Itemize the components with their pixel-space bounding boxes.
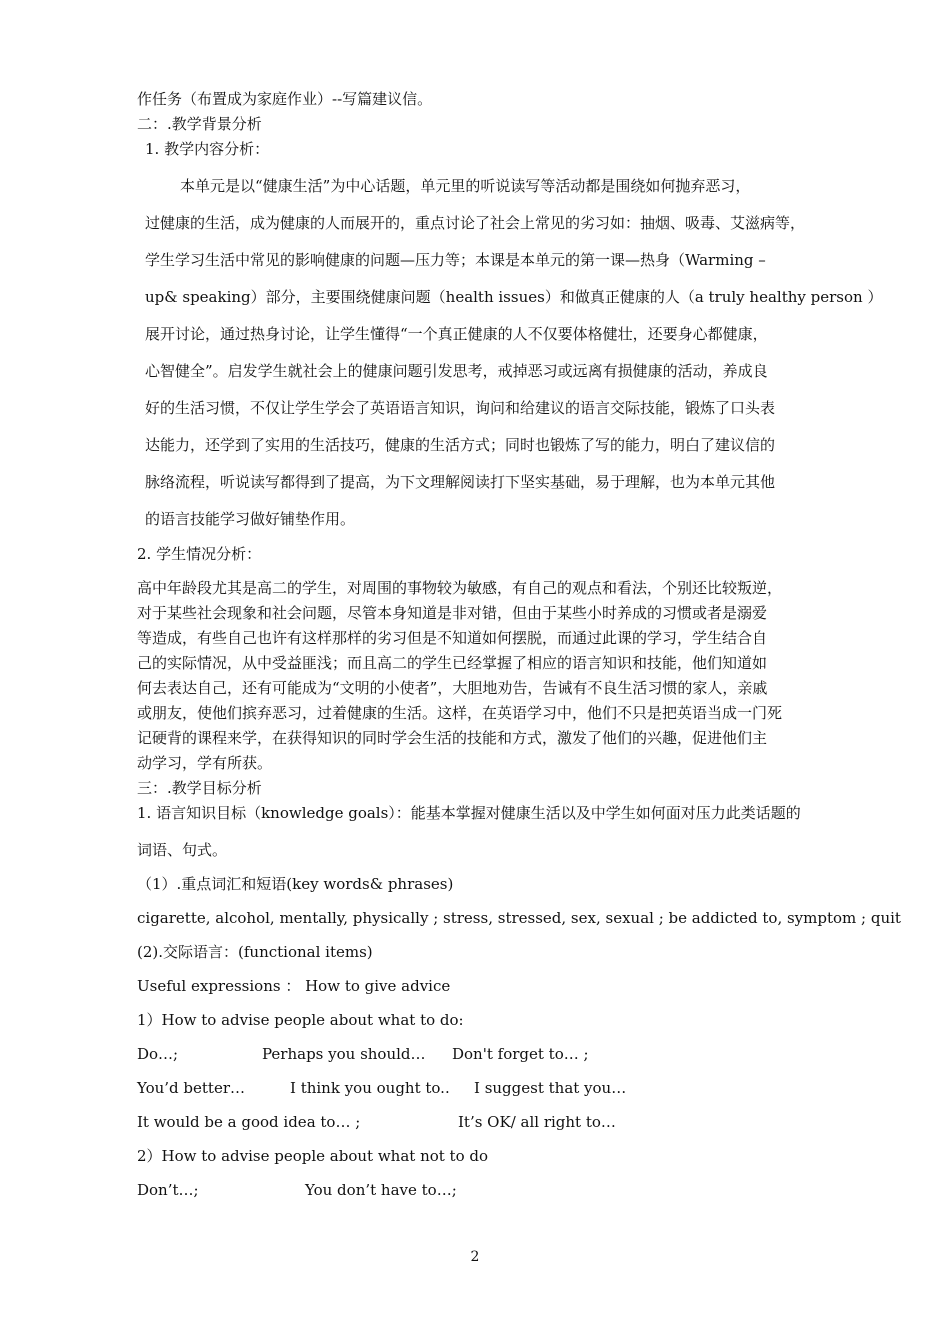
paragraph-line: 心智健全”。启发学生就社会上的健康问题引发思考，戒掉恶习或远离有损健康的活动，养成良 [145, 362, 768, 380]
paragraph-line: 本单元是以“健康生活”为中心话题，单元里的听说读写等活动都是围绕如何抛弃恶习， [180, 177, 751, 195]
expression-item: You don’t have to…; [305, 1181, 457, 1199]
subheading-content-analysis: 1. 教学内容分析： [145, 140, 270, 158]
page-number: 2 [470, 1249, 480, 1265]
expression-item: It’s OK/ all right to… [458, 1113, 616, 1131]
expression-item: Don’t…; [137, 1181, 199, 1199]
paragraph-line: up& speaking）部分，主要围绕健康问题（health issues）和做真正健康的人（a truly healthy person ） [145, 288, 883, 306]
section-heading-goals: 三：.教学目标分析 [137, 779, 262, 797]
paragraph-line: 己的实际情况，从中受益匪浅；而且高二的学生已经掌握了相应的语言知识和技能，他们知道如 [137, 654, 768, 672]
paragraph-line: 好的生活习惯，不仅让学生学会了英语语言知识，询问和给建议的语言交际技能，锻炼了口头表 [145, 399, 776, 417]
paragraph-line: 过健康的生活，成为健康的人而展开的，重点讨论了社会上常见的劣习如：抽烟、吸毒、艾滋病等， [145, 214, 806, 232]
paragraph-line: 记硬背的课程来学，在获得知识的同时学会生活的技能和方式，激发了他们的兴趣，促进他们主 [137, 729, 768, 747]
paragraph-line: 高中年龄段尤其是高二的学生，对周围的事物较为敏感，有自己的观点和看法，个别还比较叛逆， [137, 579, 783, 597]
key-words-list: cigarette, alcohol, mentally, physically ; stress, stressed, sex, sexual ; be addicted to, symptom ; quit [137, 909, 901, 927]
subheading-student-analysis: 2. 学生情况分析： [137, 545, 262, 563]
paragraph-line: 脉络流程，听说读写都得到了提高，为下文理解阅读打下坚实基础，易于理解，也为本单元其他 [145, 473, 776, 491]
paragraph-line: 的语言技能学习做好铺垫作用。 [145, 510, 356, 528]
paragraph-line: 对于某些社会现象和社会问题，尽管本身知道是非对错，但由于某些小时养成的习惯或者是溺爱 [137, 604, 768, 622]
intro-line: 作任务（布置成为家庭作业）--写篇建议信。 [137, 90, 433, 108]
advise-what-not-to-do-heading: 2）How to advise people about what not to do [137, 1147, 489, 1165]
functional-items-heading: (2).交际语言：(functional items) [137, 943, 373, 961]
knowledge-goals-line: 词语、句式。 [137, 841, 228, 859]
section-heading-background: 二：.教学背景分析 [137, 115, 262, 133]
paragraph-line: 或朋友，使他们摈弃恶习，过着健康的生活。这样，在英语学习中，他们不只是把英语当成一门死 [137, 704, 783, 722]
expression-item: Don't forget to… ; [452, 1045, 589, 1063]
paragraph-line: 何去表达自己，还有可能成为“文明的小使者”，大胆地劝告，告诫有不良生活习惯的家人，亲戚 [137, 679, 768, 697]
knowledge-goals-line: 1. 语言知识目标（knowledge goals）：能基本掌握对健康生活以及中学生如何面对压力此类话题的 [137, 804, 801, 822]
expression-item: I suggest that you… [474, 1079, 627, 1097]
key-words-heading: （1）.重点词汇和短语(key words& phrases) [137, 875, 454, 893]
expression-item: It would be a good idea to… ; [137, 1113, 361, 1131]
paragraph-line: 动学习，学有所获。 [137, 754, 273, 772]
expression-item: You’d better… [137, 1079, 246, 1097]
paragraph-line: 学生学习生活中常见的影响健康的问题—压力等；本课是本单元的第一课—热身（Warming – [145, 251, 766, 269]
expression-item: Perhaps you should… [262, 1045, 426, 1063]
paragraph-line: 等造成，有些自己也许有这样那样的劣习但是不知道如何摆脱，而通过此课的学习，学生结合自 [137, 629, 768, 647]
useful-expressions-line: Useful expressions ： How to give advice [137, 977, 451, 995]
paragraph-line: 展开讨论，通过热身讨论，让学生懂得“一个真正健康的人不仅要体格健壮，还要身心都健康， [145, 325, 768, 343]
advise-what-to-do-heading: 1）How to advise people about what to do: [137, 1011, 464, 1029]
expression-item: I think you ought to.. [290, 1079, 450, 1097]
paragraph-line: 达能力，还学到了实用的生活技巧，健康的生活方式；同时也锻炼了写的能力，明白了建议信的 [145, 436, 776, 454]
expression-item: Do…; [137, 1045, 179, 1063]
